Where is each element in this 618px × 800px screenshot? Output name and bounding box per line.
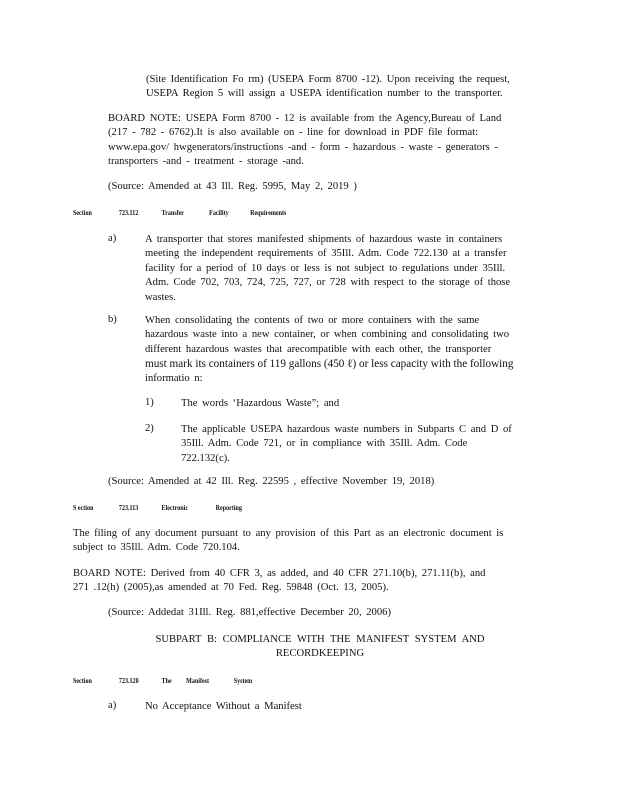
text-line: 271 .12(h) (2005),as amended at 70 Fed. Reg. 59848 (Oct. 13, 2005). xyxy=(73,582,389,594)
text-line: 35Ill. Adm. Code 721, or in compliance with 35Ill. Adm. Code xyxy=(181,438,468,450)
text-line: meeting the independent requirements of 35Ill. Adm. Code 722.130 at a transfer xyxy=(145,248,507,260)
text-line: A transporter that stores manifested shipments of hazardous waste in containers xyxy=(145,234,503,245)
text-line: subject to 35Ill. Adm. Code 720.104. xyxy=(73,542,240,554)
text-line: When consolidating the contents of two or more containers with the same xyxy=(145,315,480,326)
text-line: The filing of any document pursuant to any provision of this Part as an electronic document is xyxy=(73,528,504,539)
item-b-label: b) xyxy=(108,314,117,325)
source-note-3 xyxy=(108,606,391,620)
text-line: must mark its containers of 119 gallons (450 ℓ) or less capacity with the following xyxy=(145,358,514,371)
text-line: Adm. Code 702, 703, 724, 725, 727, or 728 with respect to the storage of those xyxy=(145,277,511,289)
subpart-b-heading xyxy=(100,633,540,662)
item-a-paragraph xyxy=(145,233,529,305)
source-note-1 xyxy=(108,180,357,194)
text-line: transporters -and - treatment - storage -and. xyxy=(108,156,304,168)
text-line: RECORDKEEPING xyxy=(275,648,365,660)
text-line: The applicable USEPA hazardous waste numbers in Subparts C and D of xyxy=(181,424,512,435)
board-note-2 xyxy=(73,567,529,596)
section-title-word: Transfer xyxy=(161,208,185,217)
item-b-paragraph xyxy=(145,314,533,386)
section-word: Section xyxy=(73,676,92,685)
text-line: The words ‘Hazardous Waste”; and xyxy=(181,398,340,409)
text-line: (Site Identification Fo rm) (USEPA Form 8700 -12). Upon receiving the request, xyxy=(146,74,510,85)
text-line: No Acceptance Without a Manifest xyxy=(145,701,302,712)
text-line: www.epa.gov/ hwgenerators/instructions -and - form - hazardous - waste - generators - xyxy=(108,141,498,153)
sub-1-text xyxy=(181,397,339,411)
sub-1-label: 1) xyxy=(145,397,154,408)
text-line: USEPA Region 5 will assign a USEPA identification number to the transporter. xyxy=(146,88,503,100)
item-a2-text xyxy=(145,700,302,714)
section-number: 723.112 xyxy=(118,208,139,217)
source-text: (Source: Addedat 31Ill. Reg. 881,effective December 20, 2006) xyxy=(108,607,391,618)
sub-2-paragraph xyxy=(181,423,533,466)
board-note-1 xyxy=(108,112,528,170)
section-word: Section xyxy=(73,208,92,217)
section-723-120-heading xyxy=(73,676,252,685)
item-a-label: a) xyxy=(108,233,117,244)
section-title-word: Manifest xyxy=(186,676,210,685)
section-number: 723.113 xyxy=(118,503,139,512)
sub-2-label: 2) xyxy=(145,423,154,434)
section-title-word: Electronic xyxy=(161,503,189,512)
filing-paragraph xyxy=(73,527,529,556)
text-line: SUBPART B: COMPLIANCE WITH THE MANIFEST SYSTEM AND xyxy=(155,634,485,645)
site-id-paragraph xyxy=(146,73,526,102)
text-line: wastes. xyxy=(145,291,176,303)
section-title-word: System xyxy=(233,676,253,685)
text-line: 722.132(c). xyxy=(181,452,230,464)
text-line: different hazardous wastes that arecompatible with each other, the transporter xyxy=(145,343,492,355)
section-word: S ection xyxy=(73,503,94,512)
source-note-2 xyxy=(108,475,434,489)
section-title-word: Requirements xyxy=(250,208,287,217)
text-line: informatio n: xyxy=(145,372,203,384)
section-title-word: The xyxy=(161,676,172,685)
source-text: (Source: Amended at 43 Ill. Reg. 5995, May 2, 2019 ) xyxy=(108,181,357,192)
section-723-112-heading xyxy=(73,208,286,217)
source-text: (Source: Amended at 42 Ill. Reg. 22595 , effective November 19, 2018) xyxy=(108,476,435,487)
section-title-word: Reporting xyxy=(215,503,242,512)
text-line: hazardous waste into a new container, or when combining and consolidating two xyxy=(145,329,510,341)
section-723-113-heading xyxy=(73,503,242,512)
section-title-word: Facility xyxy=(209,208,229,217)
section-number: 723.120 xyxy=(118,676,139,685)
text-line: BOARD NOTE: Derived from 40 CFR 3, as added, and 40 CFR 271.10(b), 271.11(b), and xyxy=(73,568,486,579)
text-line: (217 - 782 - 6762).It is also available on - line for download in PDF file format: xyxy=(108,127,479,139)
item-a2-label: a) xyxy=(108,700,117,711)
text-line: BOARD NOTE: USEPA Form 8700 - 12 is available from the Agency,Bureau of Land xyxy=(108,113,502,124)
text-line: facility for a period of 10 days or less is not subject to regulations under 35Ill. xyxy=(145,262,506,274)
